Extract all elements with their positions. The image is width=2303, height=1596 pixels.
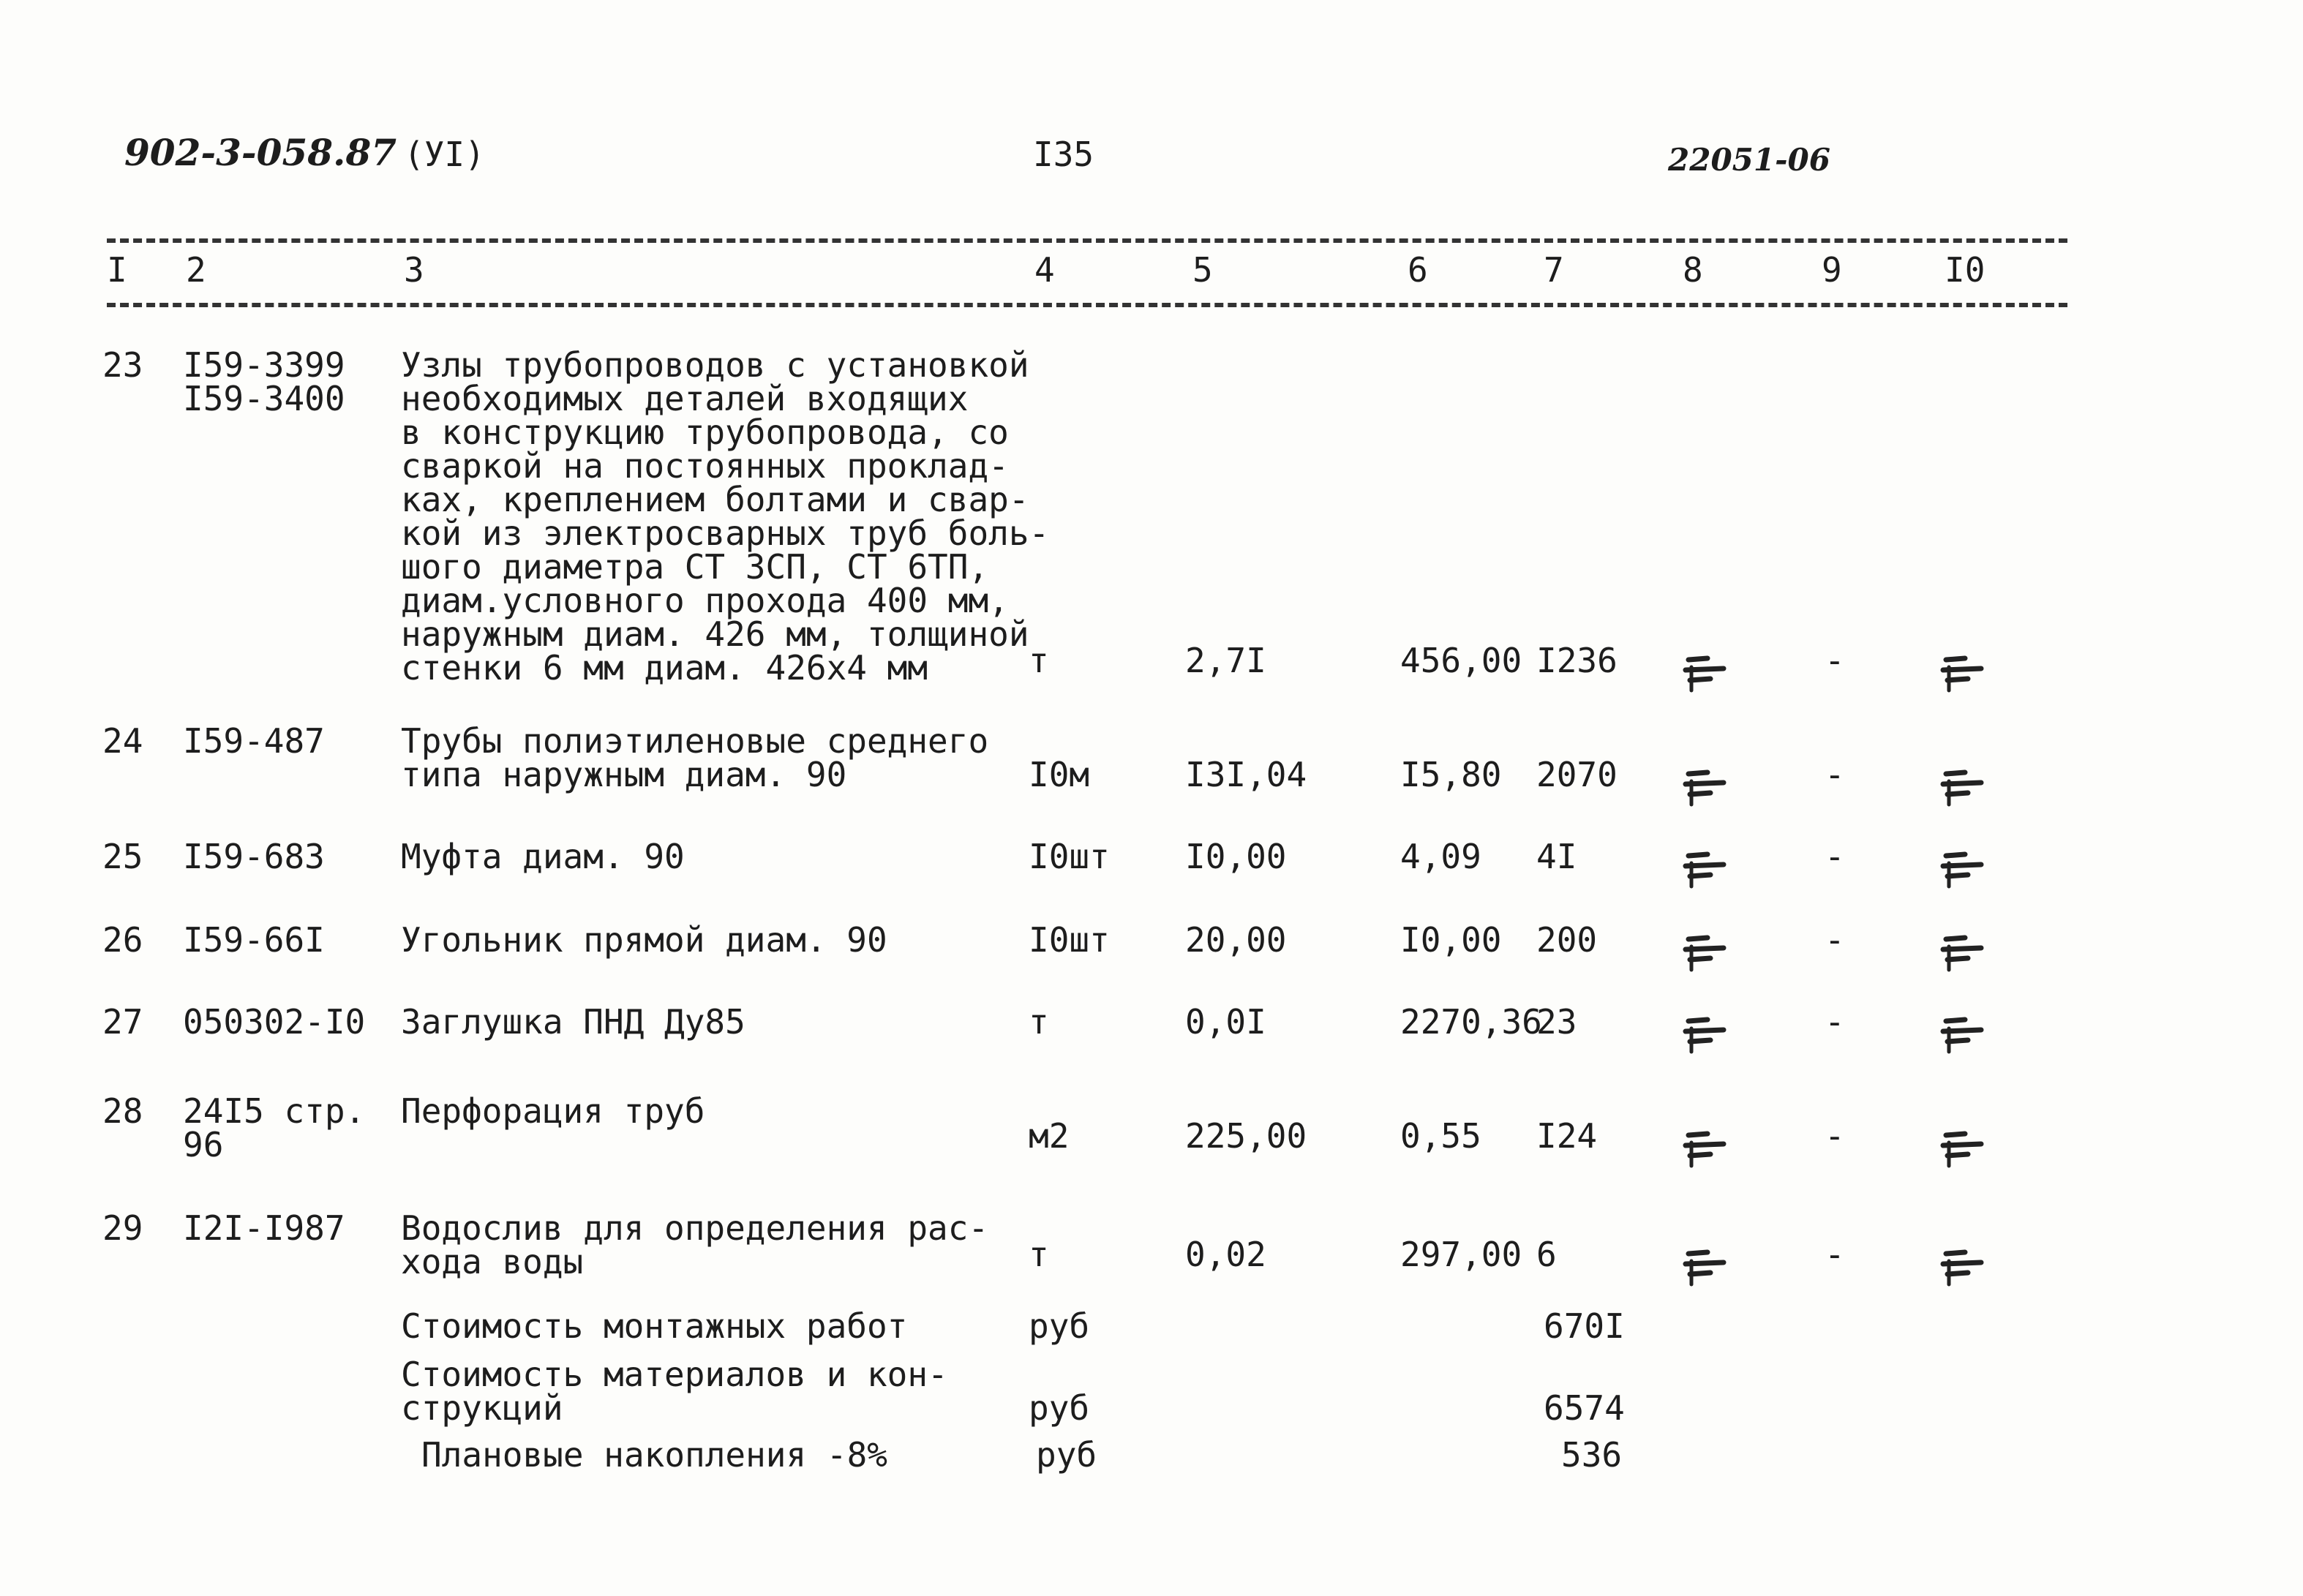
ditto-mark xyxy=(1683,1011,1727,1055)
row-total: 200 xyxy=(1536,920,1598,960)
row-code: I59-487 xyxy=(183,721,325,761)
row-price: 0,55 xyxy=(1400,1116,1481,1156)
row-name: Заглушка ПНД Ду85 xyxy=(401,1002,745,1042)
ditto-mark xyxy=(1683,650,1727,693)
summary-total: 536 xyxy=(1561,1435,1623,1475)
row-total: I24 xyxy=(1536,1116,1598,1156)
row-price: 456,00 xyxy=(1400,641,1522,680)
row-number: 28 xyxy=(102,1091,143,1131)
summary-label: Плановые накопления -8% xyxy=(421,1435,887,1475)
row-total: 4I xyxy=(1536,837,1577,876)
row-code: 24I5 стр. 96 xyxy=(183,1091,366,1164)
row-number: 24 xyxy=(102,721,143,761)
row-unit: I0м xyxy=(1029,755,1090,794)
row-quantity: I0,00 xyxy=(1185,837,1287,876)
ditto-mark xyxy=(1940,846,1984,889)
sheet-code: 22051-06 xyxy=(1668,142,1830,178)
row-unit: м2 xyxy=(1029,1116,1070,1156)
row-total: 2070 xyxy=(1536,755,1618,794)
column-number: 7 xyxy=(1544,250,1564,290)
row-col9: - xyxy=(1825,641,1845,680)
summary-label: Стоимость монтажных работ xyxy=(401,1306,908,1346)
ditto-mark xyxy=(1683,764,1727,808)
row-number: 27 xyxy=(102,1002,143,1042)
row-quantity: 225,00 xyxy=(1185,1116,1307,1156)
row-name: Перфорация труб xyxy=(401,1091,705,1131)
row-quantity: 0,02 xyxy=(1185,1235,1266,1274)
row-col9: - xyxy=(1825,837,1845,876)
row-name: Трубы полиэтиленовые среднего типа наружным диам. 90 xyxy=(401,721,989,794)
row-name: Водослив для определения рас- хода воды xyxy=(401,1208,989,1281)
column-number: I xyxy=(107,250,127,290)
header-rule-bottom xyxy=(107,303,2067,307)
row-col9: - xyxy=(1825,1116,1845,1156)
section-label: (УI) xyxy=(404,135,485,174)
row-price: 2270,36 xyxy=(1400,1002,1542,1042)
row-quantity: I3I,04 xyxy=(1185,755,1307,794)
row-code: 050302-I0 xyxy=(183,1002,366,1042)
row-unit: т xyxy=(1029,641,1049,680)
ditto-mark xyxy=(1683,929,1727,973)
ditto-mark xyxy=(1940,1243,1984,1287)
row-total: I236 xyxy=(1536,641,1618,680)
row-number: 23 xyxy=(102,345,143,385)
row-unit: т xyxy=(1029,1002,1049,1042)
column-number: I0 xyxy=(1945,250,1985,290)
row-code: I59-66I xyxy=(183,920,325,960)
summary-unit: руб xyxy=(1036,1435,1097,1475)
row-price: I5,80 xyxy=(1400,755,1502,794)
ditto-mark xyxy=(1683,1243,1727,1287)
row-name: Узлы трубопроводов с установкой необходимых деталей входящих в конструкцию трубопровода, со сваркой на постоянных проклад- ках, креплением болтами и свар- кой из электросварных труб боль- шого диаметра СТ 3СП, СТ 6ТП, диам.условного прохода 400 мм, наружным диам. 426 мм, толщиной стенки 6 мм диам. 426х4 мм xyxy=(401,345,1050,688)
column-number: 3 xyxy=(404,250,424,290)
doc-code: 902-3-058.87 xyxy=(124,131,397,174)
row-number: 26 xyxy=(102,920,143,960)
row-col9: - xyxy=(1825,920,1845,960)
row-code: I59-683 xyxy=(183,837,325,876)
row-total: 23 xyxy=(1536,1002,1577,1042)
ditto-mark xyxy=(1940,1011,1984,1055)
ditto-mark xyxy=(1940,650,1984,693)
column-number: 6 xyxy=(1408,250,1428,290)
ditto-mark xyxy=(1940,929,1984,973)
row-unit: I0шт xyxy=(1029,920,1110,960)
row-col9: - xyxy=(1825,755,1845,794)
column-number: 5 xyxy=(1192,250,1213,290)
row-name: Муфта диам. 90 xyxy=(401,837,685,876)
row-quantity: 2,7I xyxy=(1185,641,1266,680)
row-col9: - xyxy=(1825,1235,1845,1274)
column-number: 9 xyxy=(1822,250,1842,290)
ditto-mark xyxy=(1940,764,1984,808)
row-quantity: 0,0I xyxy=(1185,1002,1266,1042)
summary-total: 6574 xyxy=(1544,1388,1625,1428)
header-rule-top xyxy=(107,238,2067,243)
row-col9: - xyxy=(1825,1002,1845,1042)
column-number: 4 xyxy=(1034,250,1055,290)
column-number: 2 xyxy=(186,250,206,290)
ditto-mark xyxy=(1683,846,1727,889)
row-name: Угольник прямой диам. 90 xyxy=(401,920,887,960)
row-price: 297,00 xyxy=(1400,1235,1522,1274)
row-unit: I0шт xyxy=(1029,837,1110,876)
row-code: I59-3399 I59-3400 xyxy=(183,345,345,418)
column-number: 8 xyxy=(1683,250,1703,290)
summary-unit: руб xyxy=(1029,1388,1090,1428)
row-code: I2I-I987 xyxy=(183,1208,345,1248)
row-number: 25 xyxy=(102,837,143,876)
summary-total: 670I xyxy=(1544,1306,1625,1346)
row-price: I0,00 xyxy=(1400,920,1502,960)
row-unit: т xyxy=(1029,1235,1049,1274)
page-number: I35 xyxy=(1033,135,1094,174)
row-price: 4,09 xyxy=(1400,837,1481,876)
row-quantity: 20,00 xyxy=(1185,920,1287,960)
summary-unit: руб xyxy=(1029,1306,1090,1346)
summary-label: Стоимость материалов и кон- струкций xyxy=(401,1355,948,1428)
row-total: 6 xyxy=(1536,1235,1557,1274)
row-number: 29 xyxy=(102,1208,143,1248)
ditto-mark xyxy=(1940,1125,1984,1169)
ditto-mark xyxy=(1683,1125,1727,1169)
